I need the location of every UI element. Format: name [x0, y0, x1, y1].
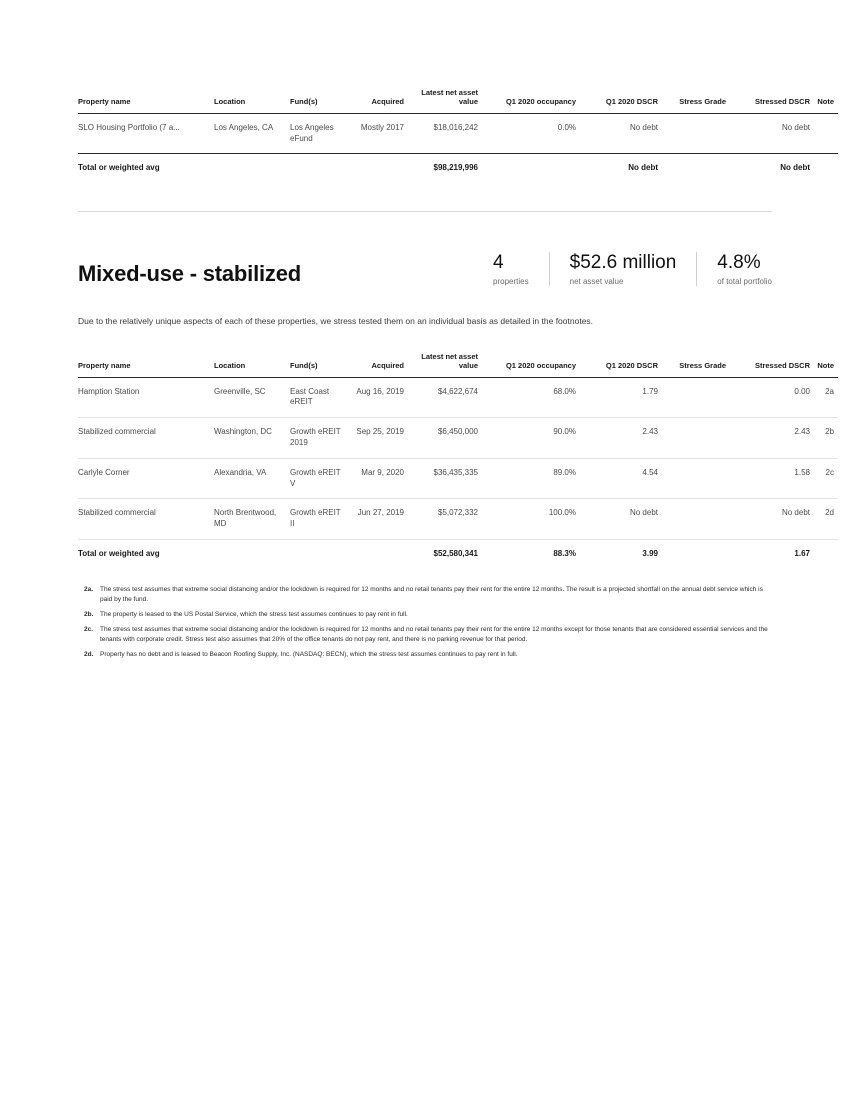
- cell-total-dscr: No debt: [580, 154, 662, 183]
- footnote-text: Property has no debt and is leased to Beacon Roofing Supply, Inc. (NASDAQ: BECN), which the stress test assumes continues to pay rent in full.: [100, 651, 518, 659]
- cell-note: 2d: [814, 499, 838, 540]
- table-header-row: [78, 352, 838, 377]
- cell-total-stressed-dscr: 1.67: [730, 540, 814, 569]
- cell-total-acquired: [350, 540, 408, 569]
- column-header-stressed-dscr: Stressed DSCR: [730, 88, 814, 113]
- cell-dscr: 2.43: [580, 418, 662, 459]
- cell-dscr: 4.54: [580, 458, 662, 499]
- cell-stressed-dscr: 0.00: [730, 377, 814, 418]
- column-header-note: Note: [814, 88, 838, 113]
- footnote-key: 2a.: [84, 585, 94, 593]
- stat-net-asset-value: [549, 252, 697, 286]
- cell-property-name: Stabilized commercial: [78, 499, 214, 540]
- stat-portfolio-share-label: of total portfolio: [717, 276, 772, 286]
- cell-total-stress-grade: [662, 154, 730, 183]
- cell-occupancy: 68.0%: [482, 377, 580, 418]
- cell-stressed-dscr: No debt: [781, 122, 810, 132]
- column-header-stressed-dscr: Stressed DSCR: [730, 352, 814, 377]
- column-header-funds: Fund(s): [290, 88, 350, 113]
- table-total-row: [78, 154, 838, 183]
- cell-stressed-dscr: 2.43: [730, 418, 814, 459]
- cell-acquired: Mostly 2017: [360, 122, 404, 132]
- cell-dscr: No debt: [629, 122, 658, 132]
- cell-total-stressed-dscr: No debt: [730, 154, 814, 183]
- cell-location: North Brentwood, MD: [214, 499, 290, 540]
- footnote-item: [78, 585, 772, 605]
- section-title: Mixed-use - stabilized: [78, 260, 301, 286]
- cell-property-name: Carlyle Corner: [78, 458, 214, 499]
- column-header-location: Location: [214, 88, 290, 113]
- cell-total-label: Total or weighted avg: [78, 154, 214, 183]
- footnote-item: [78, 650, 772, 660]
- section-divider: [78, 211, 772, 212]
- column-header-stress-grade: Stress Grade: [662, 88, 730, 113]
- cell-location: Los Angeles, CA: [214, 122, 274, 132]
- section-header: [78, 252, 772, 286]
- cell-fund: Los Angeles eFund: [290, 122, 334, 143]
- cell-total-occupancy: [482, 154, 580, 183]
- column-header-acquired: Acquired: [350, 352, 408, 377]
- stat-properties-label: properties: [493, 276, 529, 286]
- column-header-dscr: Q1 2020 DSCR: [580, 352, 662, 377]
- cell-stress-grade: [662, 418, 730, 459]
- cell-nav: $36,435,335: [408, 458, 482, 499]
- stat-net-asset-value-label: net asset value: [569, 276, 624, 286]
- cell-stress-grade: [662, 377, 730, 418]
- stat-properties-value: 4: [493, 252, 504, 274]
- cell-total-note: [814, 540, 838, 569]
- column-header-property-name: Property name: [78, 352, 214, 377]
- cell-total-occupancy: 88.3%: [482, 540, 580, 569]
- cell-occupancy: 0.0%: [557, 122, 576, 132]
- cell-property-name: Stabilized commercial: [78, 418, 214, 459]
- cell-acquired: Aug 16, 2019: [350, 377, 408, 418]
- cell-fund: Growth eREIT II: [290, 499, 350, 540]
- cell-nav: $18,016,242: [433, 122, 478, 132]
- column-header-dscr: Q1 2020 DSCR: [580, 88, 662, 113]
- column-header-occupancy: Q1 2020 occupancy: [482, 88, 580, 113]
- column-header-property-name: Property name: [78, 88, 214, 113]
- cell-occupancy: 90.0%: [482, 418, 580, 459]
- column-header-location: Location: [214, 352, 290, 377]
- cell-nav: $5,072,332: [408, 499, 482, 540]
- column-header-latest-net-asset-value: Latest net asset value: [408, 88, 482, 113]
- cell-nav: $4,622,674: [408, 377, 482, 418]
- cell-property-name: Hamption Station: [78, 377, 214, 418]
- stat-portfolio-share-value: 4.8%: [717, 252, 761, 274]
- cell-total-nav: $98,219,996: [408, 154, 482, 183]
- cell-stressed-dscr: 1.58: [730, 458, 814, 499]
- column-header-occupancy: Q1 2020 occupancy: [482, 352, 580, 377]
- cell-location: Alexandria, VA: [214, 458, 290, 499]
- table-row: [78, 113, 838, 154]
- cell-location: Greenville, SC: [214, 377, 290, 418]
- cell-nav: $6,450,000: [408, 418, 482, 459]
- column-header-note: Note: [814, 352, 838, 377]
- cell-total-nav: $52,580,341: [408, 540, 482, 569]
- column-header-funds: Fund(s): [290, 352, 350, 377]
- cell-dscr: No debt: [580, 499, 662, 540]
- table-row: [78, 499, 838, 540]
- properties-table-continued: [78, 88, 838, 183]
- table-header-row: [78, 88, 838, 113]
- table-row: [78, 377, 838, 418]
- section-stats: [473, 252, 772, 286]
- column-header-latest-net-asset-value: Latest net asset value: [408, 352, 482, 377]
- footnote-item: [78, 610, 772, 620]
- properties-table-mixed-use: [78, 352, 838, 569]
- cell-total-stress-grade: [662, 540, 730, 569]
- footnote-text: The property is leased to the US Postal Service, which the stress test assumes continues to pay rent in full.: [100, 610, 408, 618]
- cell-total-dscr: 3.99: [580, 540, 662, 569]
- cell-note: 2a: [814, 377, 838, 418]
- cell-property-name: SLO Housing Portfolio (7 a...: [78, 122, 180, 132]
- stat-net-asset-value-value: $52.6 million: [569, 252, 677, 274]
- cell-fund: East Coast eREIT: [290, 377, 350, 418]
- footnote-text: The stress test assumes that extreme social distancing and/or the lockdown is required for 12 months and no retail tenants pay their rent for the entire 12 months. The result is a projected shortfall on the annual debt service which is paid by the fund.: [100, 585, 763, 603]
- section-note: Due to the relatively unique aspects of each of these properties, we stress tested them on an individual basis as detailed in the footnotes.: [78, 315, 594, 326]
- cell-total-fund: [290, 540, 350, 569]
- cell-stress-grade: [662, 458, 730, 499]
- footnotes: [78, 585, 772, 660]
- table-total-row: [78, 540, 838, 569]
- cell-location: Washington, DC: [214, 418, 290, 459]
- cell-acquired: Mar 9, 2020: [350, 458, 408, 499]
- footnote-key: 2b.: [84, 610, 94, 618]
- cell-acquired: Sep 25, 2019: [350, 418, 408, 459]
- cell-stressed-dscr: No debt: [730, 499, 814, 540]
- cell-dscr: 1.79: [580, 377, 662, 418]
- footnote-item: [78, 625, 772, 645]
- table-row: [78, 458, 838, 499]
- footnote-key: 2d.: [84, 651, 94, 659]
- footnote-text: The stress test assumes that extreme social distancing and/or the lockdown is required for 12 months and no retail tenants pay their rent for the entire 12 months except for those tenants that are considered essential services and the tenants with corporate credit. Stress test also assumes that 20% of the office tenants do not pay rent, and there is no parking revenue for that period.: [100, 625, 768, 644]
- cell-stress-grade: [662, 113, 730, 154]
- cell-total-location: [214, 154, 290, 183]
- cell-fund: Growth eREIT 2019: [290, 418, 350, 459]
- cell-total-note: [814, 154, 838, 183]
- cell-total-label: Total or weighted avg: [78, 540, 214, 569]
- cell-total-acquired: [350, 154, 408, 183]
- cell-total-fund: [290, 154, 350, 183]
- continued-table-section: [78, 0, 834, 212]
- table-row: [78, 418, 838, 459]
- cell-fund: Growth eREIT V: [290, 458, 350, 499]
- column-header-acquired: Acquired: [350, 88, 408, 113]
- stat-portfolio-share: [696, 252, 772, 286]
- column-header-stress-grade: Stress Grade: [662, 352, 730, 377]
- cell-occupancy: 100.0%: [482, 499, 580, 540]
- cell-total-location: [214, 540, 290, 569]
- cell-acquired: Jun 27, 2019: [350, 499, 408, 540]
- footnote-key: 2c.: [84, 625, 94, 633]
- cell-note: 2c: [814, 458, 838, 499]
- cell-note: [814, 113, 838, 154]
- cell-note: 2b: [814, 418, 838, 459]
- cell-stress-grade: [662, 499, 730, 540]
- mixed-use-table-section: [78, 351, 834, 569]
- cell-occupancy: 89.0%: [482, 458, 580, 499]
- stat-properties: [473, 252, 549, 286]
